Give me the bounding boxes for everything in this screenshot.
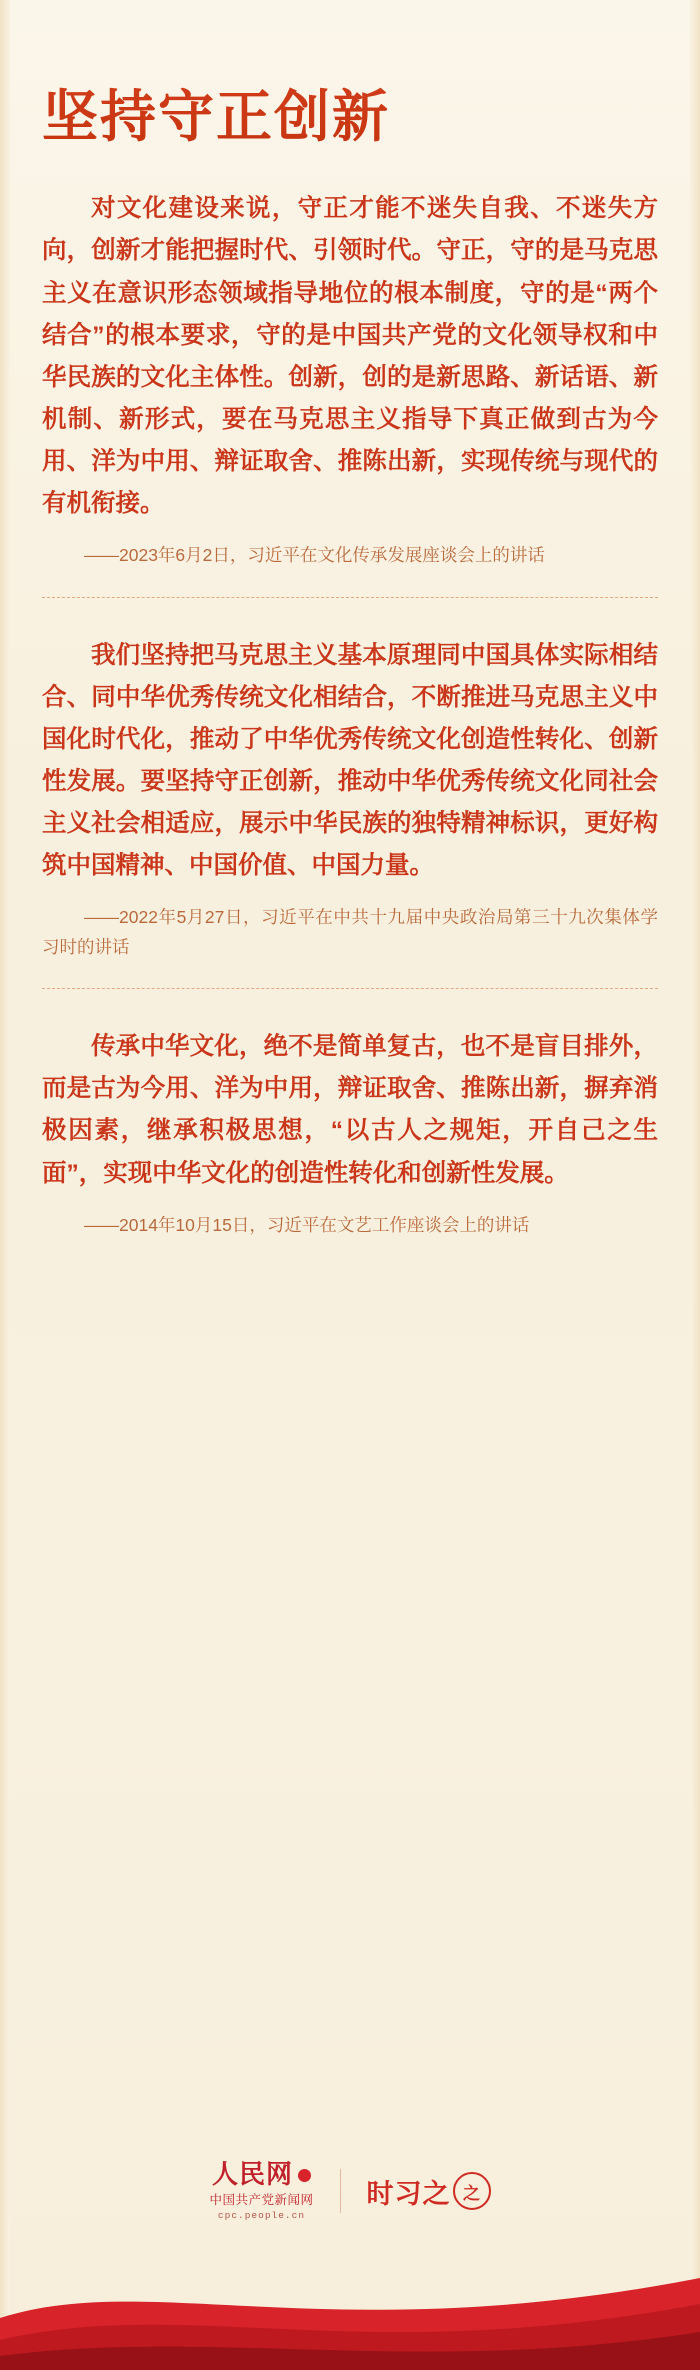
quote-block-2 [42,635,658,991]
quote-source: ——2014年10月15日，习近平在文艺工作座谈会上的讲话 [84,1214,530,1235]
people-cn-logo-top [212,2162,311,2188]
shixizhi-badge-icon: 之 [453,2172,491,2210]
quote-text: 对文化建设来说，守正才能不迷失自我、不迷失方向，创新才能把握时代、引领时代。守正，守的是马克思主义在意识形态领域指导地位的根本制度，守的是“两个结合”的根本要求，守的是中国共产党的文化领导权和中华民族的文化主体性。创新，创的是新思路、新话语、新机制、新形式，要在马克思主义指导下真正做到古为今用、洋为中用、辩证取舍、推陈出新，实现传统与现代的有机衔接。 [42,195,658,518]
quote-text: 我们坚持把马克思主义基本原理同中国具体实际相结合、同中华优秀传统文化相结合，不断推进马克思主义中国化时代化，推动了中华优秀传统文化创造性转化、创新性发展。要坚持守正创新，推动中华优秀传统文化同社会主义社会相适应，展示中华民族的独特精神标识，更好构筑中国精神、中国价值、中国力量。 [42,641,658,880]
people-cn-logo-mark: 人民网 [211,2160,293,2189]
footer-divider [340,2169,341,2213]
shixizhi-text: 时习之 [366,2178,451,2209]
quote-text: 传承中华文化，绝不是简单复古，也不是盲目排外，而是古为今用、洋为中用，辩证取舍、推陈出新，摒弃消极因素，继承积极思想，“以古人之规矩，开自己之生面”，实现中华文化的创造性转化和创新性发展。 [42,1033,658,1187]
people-cn-logo-url: cpc.people.cn [217,2209,306,2221]
red-dot-icon [298,2169,311,2182]
people-cn-logo [209,2162,313,2220]
page-title: 坚持守正创新 [42,0,658,152]
people-cn-logo-name: 中国共产党新闻网 [209,2193,314,2207]
section-divider [42,597,658,599]
red-ribbon-decoration [0,2200,700,2370]
shixizhi-brand [367,2172,491,2211]
quote-source: ——2022年5月27日，习近平在中共十九届中央政治局第三十九次集体学习时的讲话 [42,907,658,957]
section-divider [42,988,658,990]
footer-logos [0,2162,700,2220]
quote-block-3 [42,1026,658,1240]
quote-block-1 [42,188,658,598]
quote-source: ——2023年6月2日，习近平在文化传承发展座谈会上的讲话 [84,545,545,566]
